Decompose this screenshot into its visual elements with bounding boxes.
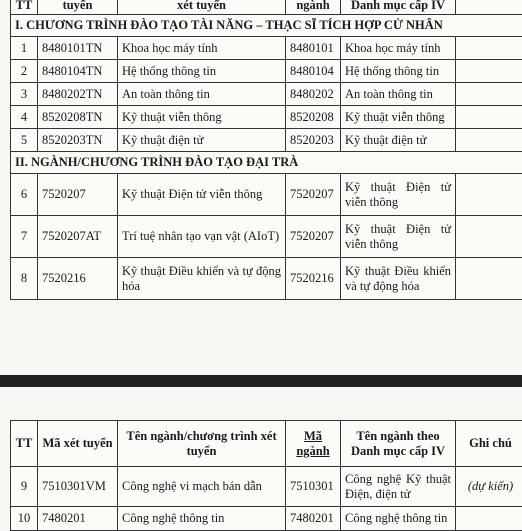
cell-ma-nganh: 7520207	[286, 174, 341, 216]
cell-ten-nganh: Kỹ thuật Điều khiển và tự động hóa	[118, 258, 286, 300]
cell-ghi-chu	[456, 258, 522, 300]
cell-ten-nganh: Công nghệ vi mạch bán dẫn	[118, 467, 286, 507]
cell-ma-xet-tuyen: 8480101TN	[38, 37, 118, 60]
table-row	[11, 83, 522, 106]
table-header-row	[11, 421, 522, 467]
cell-ten-nganh: Khoa học máy tính	[118, 37, 286, 60]
cell-danh-muc: Khoa học máy tính	[341, 37, 456, 60]
cell-ma-nganh: 7480201	[286, 507, 341, 531]
cell-ma-nganh: 7520216	[286, 258, 341, 300]
cell-ma-xet-tuyen: 7480201	[38, 507, 118, 531]
table-row	[11, 258, 522, 300]
header-ten-nganh: xét tuyển	[118, 0, 286, 15]
header-tt: TT	[11, 0, 38, 15]
cell-ma-xet-tuyen: 7520207	[38, 174, 118, 216]
cell-ghi-chu	[456, 129, 522, 152]
cell-ma-xet-tuyen: 7520216	[38, 258, 118, 300]
cell-tt: 1	[11, 37, 38, 60]
cell-danh-muc: Kỹ thuật Điện tử viễn thông	[341, 174, 456, 216]
cell-ten-nganh: Kỹ thuật Điện tử viễn thông	[118, 174, 286, 216]
cell-ma-nganh: 7510301	[286, 467, 341, 507]
header-ghi-chu	[456, 0, 522, 15]
cell-ma-xet-tuyen: 8520208TN	[38, 106, 118, 129]
cell-danh-muc: Công nghệ thông tin	[341, 507, 456, 531]
table-row	[11, 60, 522, 83]
table-row	[11, 129, 522, 152]
page-divider	[0, 375, 522, 387]
header-ghi-chu: Ghi chú	[456, 421, 522, 467]
header-danh-muc: Danh mục cấp IV	[341, 0, 456, 15]
cell-ghi-chu	[456, 83, 522, 106]
header-ma-xet-tuyen: tuyển	[38, 0, 118, 15]
cell-ten-nganh: An toàn thông tin	[118, 83, 286, 106]
cell-ma-nganh: 8520208	[286, 106, 341, 129]
header-ma-nganh: Mã ngành	[286, 421, 341, 467]
table-row	[11, 507, 522, 531]
cell-danh-muc: Hệ thống thông tin	[341, 60, 456, 83]
header-ma-nganh: ngành	[286, 0, 341, 15]
section-title: II. NGÀNH/CHƯƠNG TRÌNH ĐÀO TẠO ĐẠI TRÀ	[11, 152, 522, 174]
cell-danh-muc: An toàn thông tin	[341, 83, 456, 106]
admission-table-2	[10, 420, 522, 531]
cell-ma-nganh: 8480202	[286, 83, 341, 106]
cell-ma-xet-tuyen: 7510301VM	[38, 467, 118, 507]
cell-ghi-chu	[456, 507, 522, 531]
table-row	[11, 106, 522, 129]
cell-ghi-chu: (dự kiến)	[456, 467, 522, 507]
cell-ghi-chu	[456, 106, 522, 129]
cell-ma-nganh: 8480101	[286, 37, 341, 60]
cell-ten-nganh: Trí tuệ nhân tạo vạn vật (AIoT)	[118, 216, 286, 258]
cell-tt: 6	[11, 174, 38, 216]
section-row	[11, 152, 522, 174]
cell-tt: 4	[11, 106, 38, 129]
cell-ma-xet-tuyen: 8480202TN	[38, 83, 118, 106]
cell-ghi-chu	[456, 174, 522, 216]
header-ten-nganh: Tên ngành/chương trình xét tuyển	[118, 421, 286, 467]
cell-tt: 7	[11, 216, 38, 258]
cell-danh-muc: Kỹ thuật Điện tử viễn thông	[341, 216, 456, 258]
cell-ma-nganh: 8480104	[286, 60, 341, 83]
cell-tt: 10	[11, 507, 38, 531]
header-ma-xet-tuyen: Mã xét tuyển	[38, 421, 118, 467]
table-row	[11, 467, 522, 507]
cell-ma-nganh: 7520207	[286, 216, 341, 258]
cell-ten-nganh: Kỹ thuật viễn thông	[118, 106, 286, 129]
cell-ma-nganh: 8520203	[286, 129, 341, 152]
cell-ghi-chu	[456, 37, 522, 60]
section-row	[11, 15, 522, 37]
cell-danh-muc: Kỹ thuật Điều khiển và tự động hóa	[341, 258, 456, 300]
admission-table-1	[10, 0, 522, 300]
cell-tt: 3	[11, 83, 38, 106]
header-danh-muc: Tên ngành theo Danh mục cấp IV	[341, 421, 456, 467]
section-title: I. CHƯƠNG TRÌNH ĐÀO TẠO TÀI NĂNG – THẠC SĨ TÍCH HỢP CỬ NHÂN	[11, 15, 522, 37]
cell-tt: 5	[11, 129, 38, 152]
cell-ten-nganh: Công nghệ thông tin	[118, 507, 286, 531]
cell-ma-xet-tuyen: 8520203TN	[38, 129, 118, 152]
cell-danh-muc: Kỹ thuật viễn thông	[341, 106, 456, 129]
cell-danh-muc: Công nghệ Kỹ thuật Điện, điện tử	[341, 467, 456, 507]
table-row	[11, 174, 522, 216]
cell-tt: 2	[11, 60, 38, 83]
header-tt: TT	[11, 421, 38, 467]
cell-ghi-chu	[456, 216, 522, 258]
cell-ten-nganh: Kỹ thuật điện tử	[118, 129, 286, 152]
cell-ten-nganh: Hệ thống thông tin	[118, 60, 286, 83]
cell-ghi-chu	[456, 60, 522, 83]
table-row	[11, 216, 522, 258]
table-header-row	[11, 0, 522, 15]
table-row	[11, 37, 522, 60]
cell-ma-xet-tuyen: 8480104TN	[38, 60, 118, 83]
cell-danh-muc: Kỹ thuật điện tử	[341, 129, 456, 152]
cell-tt: 9	[11, 467, 38, 507]
cell-ma-xet-tuyen: 7520207AT	[38, 216, 118, 258]
cell-tt: 8	[11, 258, 38, 300]
